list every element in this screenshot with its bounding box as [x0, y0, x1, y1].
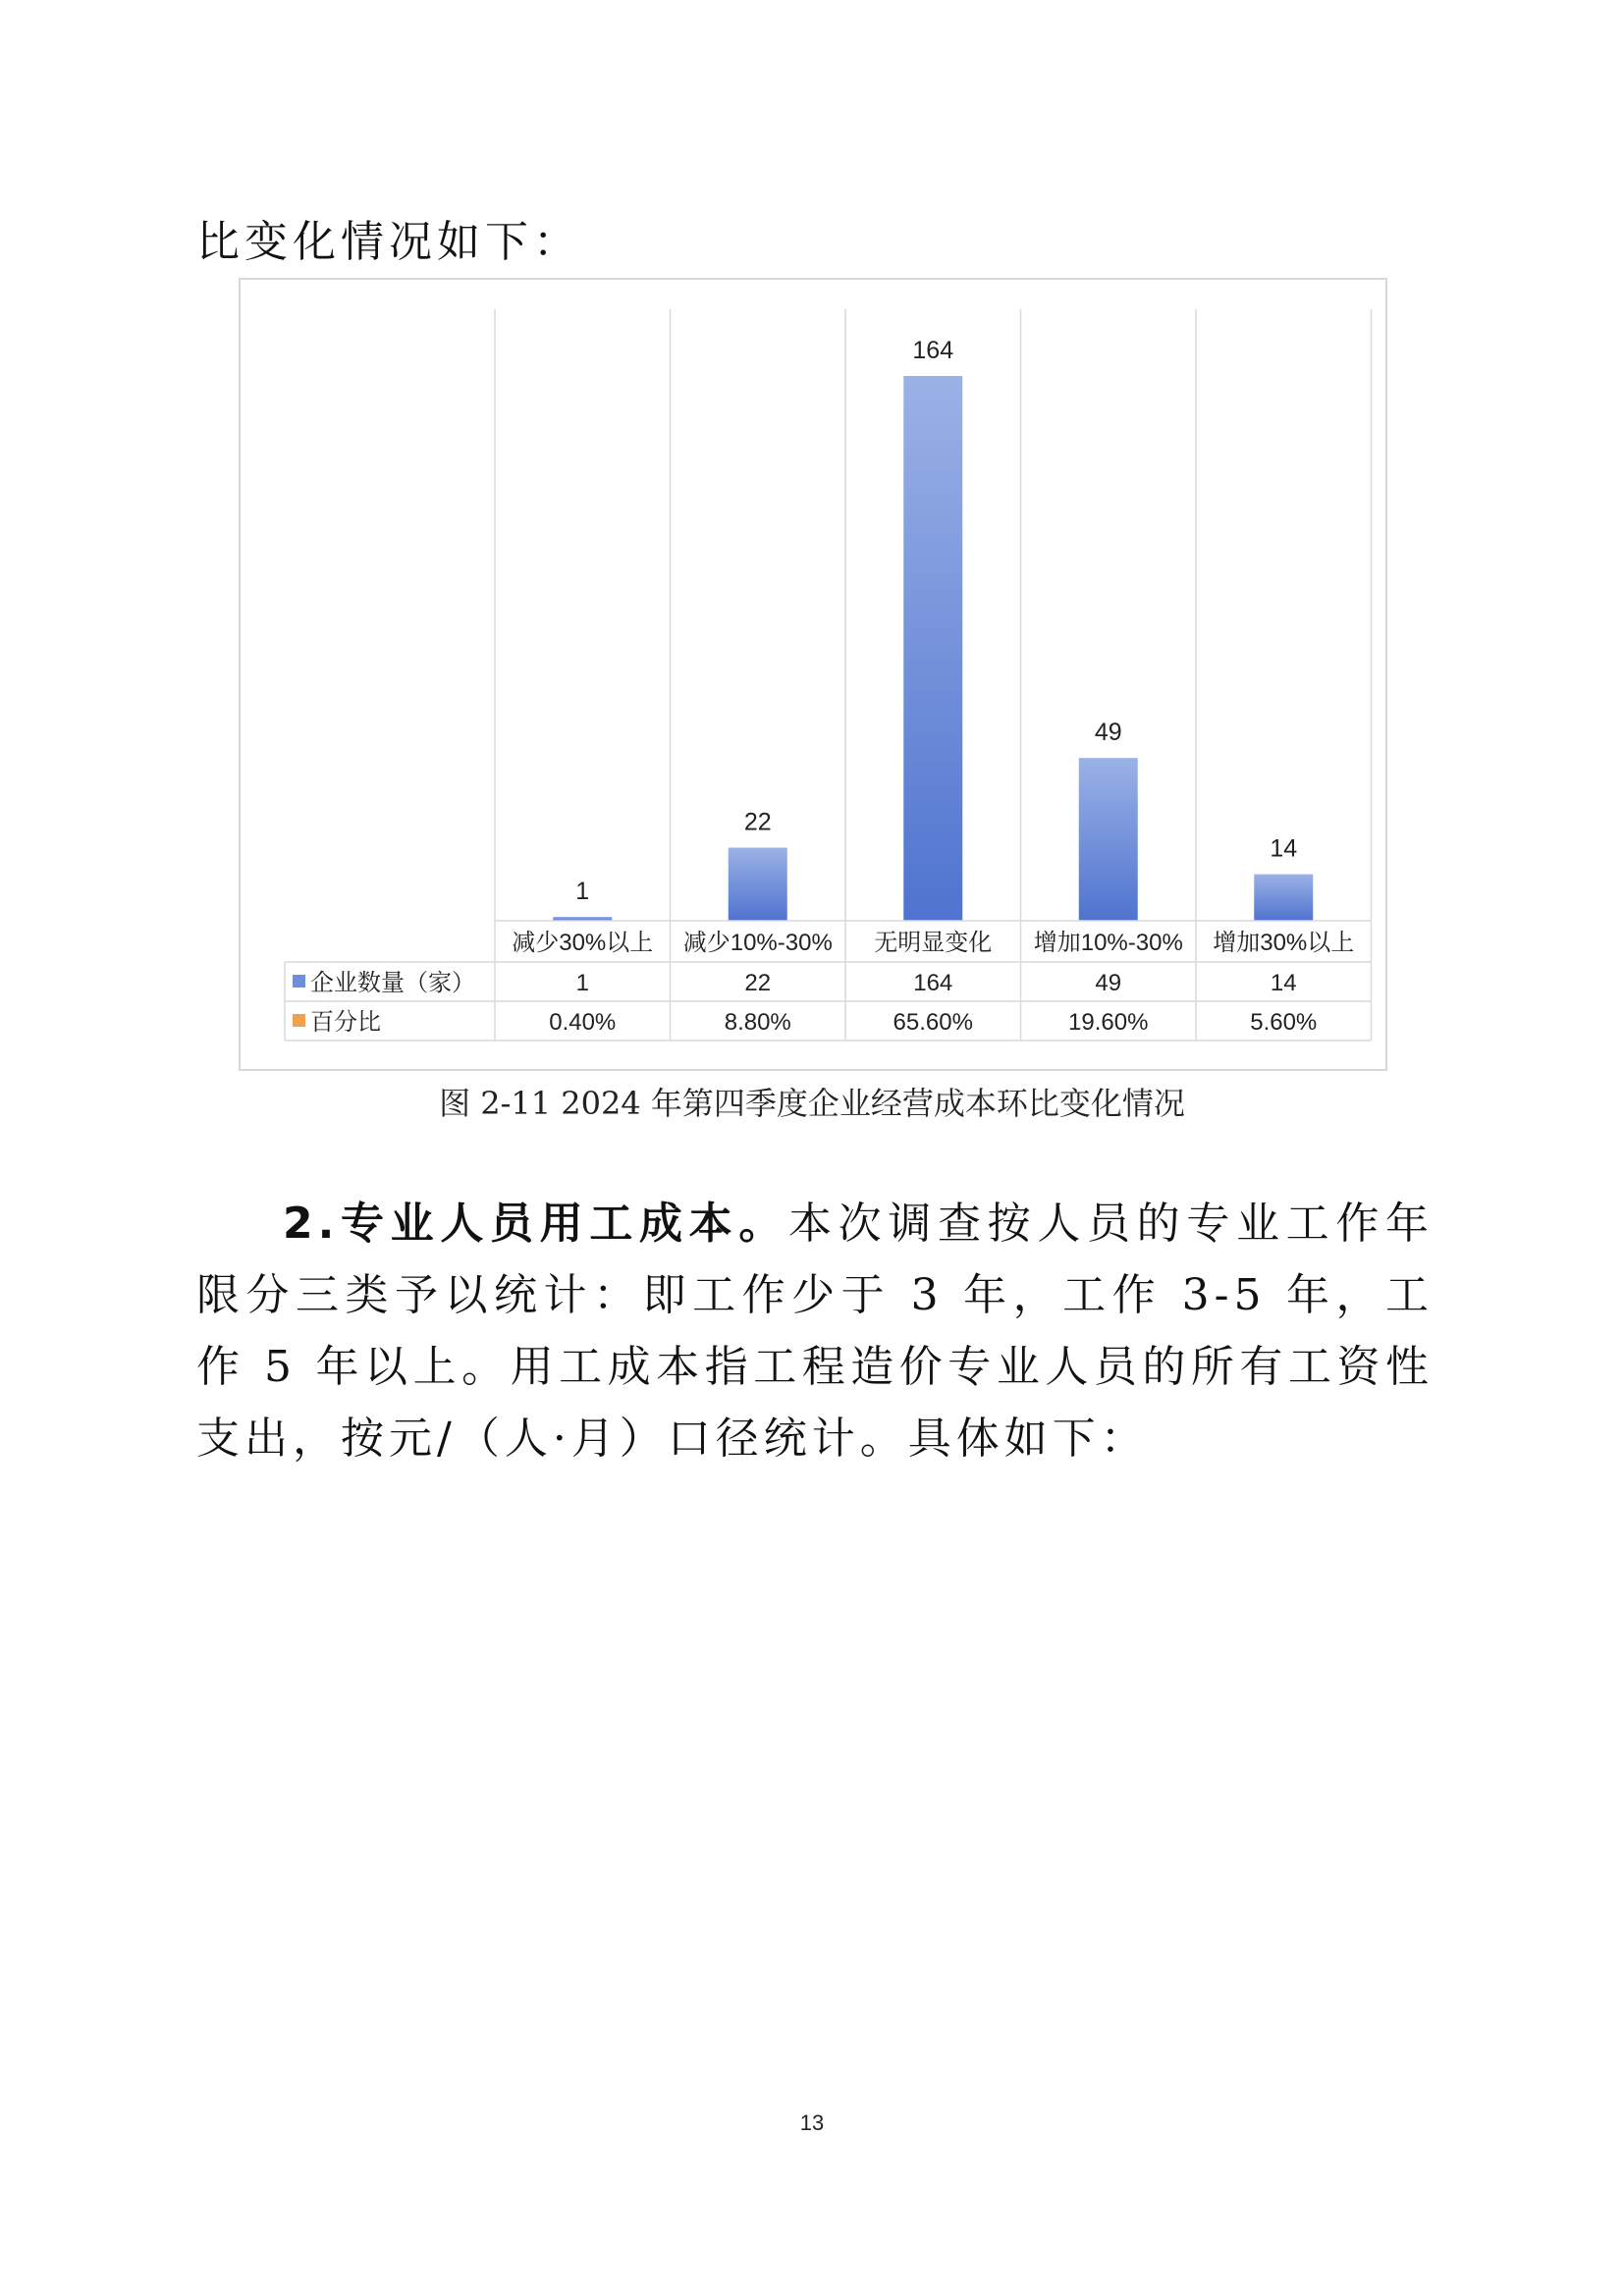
category-label: 增加10%-30% — [1033, 930, 1183, 956]
bar — [903, 376, 962, 921]
page-number: 13 — [799, 2110, 825, 2135]
category-label: 增加30%以上 — [1213, 930, 1355, 956]
table-cell: 49 — [1095, 970, 1122, 996]
table-cell: 164 — [913, 970, 953, 996]
body-paragraph — [196, 1188, 1434, 1474]
data-label: 164 — [912, 337, 954, 364]
category-label: 无明显变化 — [874, 930, 993, 956]
table-cell: 5.60% — [1250, 1009, 1318, 1036]
table-cell: 0.40% — [549, 1009, 617, 1036]
table-cell: 1 — [575, 970, 589, 996]
bar — [729, 848, 787, 921]
data-label: 14 — [1270, 834, 1298, 863]
table-cell: 8.80% — [724, 1009, 791, 1036]
legend-label: 企业数量（家） — [310, 970, 475, 996]
paragraph-body: 本次调查按人员的专业工作年限分三类予以统计：即工作少于 3 年，工作 3-5 年，工作 5 年以上。用工成本指工程造价专业人员的所有工资性支出，按元/（人·月）口径统计。具体如下： — [196, 1199, 1434, 1464]
table-cell: 14 — [1270, 970, 1297, 996]
data-label: 22 — [743, 808, 772, 836]
legend-swatch-count — [293, 975, 305, 988]
legend-swatch-percent — [293, 1014, 305, 1027]
data-label: 49 — [1094, 719, 1122, 747]
data-label: 1 — [575, 878, 590, 905]
table-cell: 19.60% — [1068, 1009, 1149, 1036]
legend-label: 百分比 — [310, 1009, 381, 1036]
category-label: 减少10%-30% — [682, 930, 833, 956]
data-table — [285, 921, 1372, 1041]
intro-line: 比变化情况如下： — [196, 217, 581, 267]
bars — [553, 376, 1313, 921]
paragraph-heading: 2.专业人员用工成本。 — [283, 1199, 788, 1249]
table-cell: 65.60% — [893, 1009, 973, 1036]
table-cell: 22 — [744, 970, 772, 996]
bar — [1254, 875, 1313, 921]
figure-caption: 图 2-11 2024 年第四季度企业经营成本环比变化情况 — [439, 1085, 1185, 1122]
bar-chart — [241, 280, 1385, 1069]
bar — [1079, 758, 1138, 921]
chart-frame — [239, 278, 1387, 1071]
category-label: 减少30%以上 — [512, 930, 654, 956]
